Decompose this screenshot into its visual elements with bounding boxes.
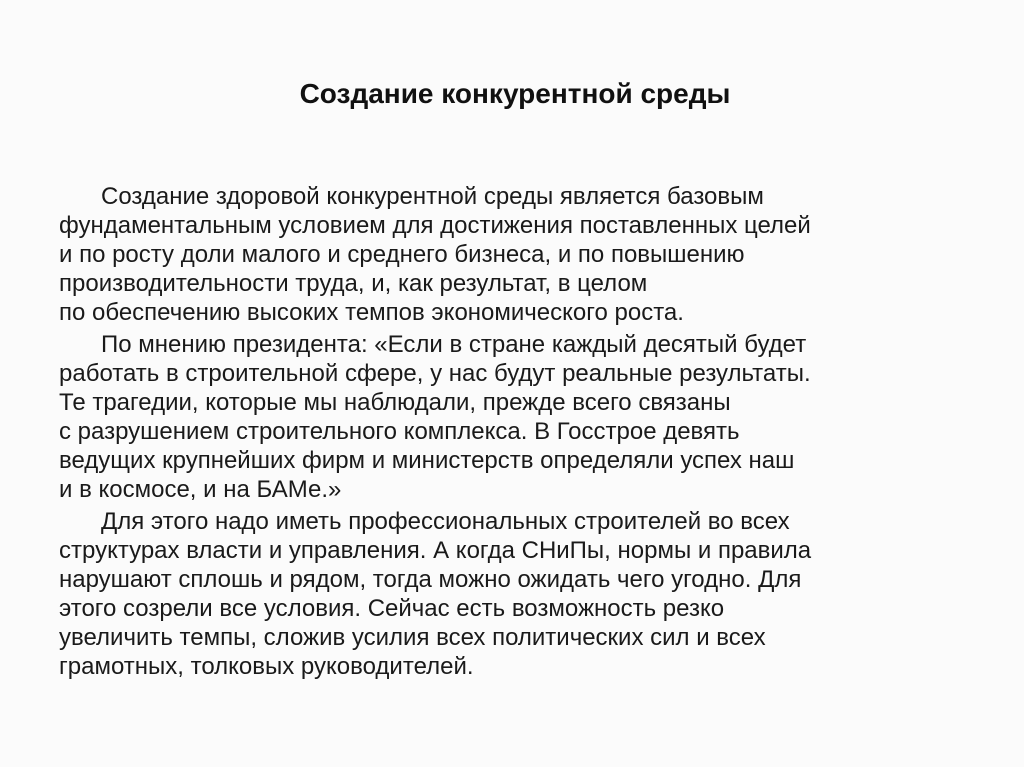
text-line: увеличить темпы, сложив усилия всех политических сил и всех <box>59 624 766 651</box>
text-line: ведущих крупнейших фирм и министерств определяли успех наш <box>59 447 795 474</box>
text-line: Для этого надо иметь профессиональных строителей во всех <box>101 508 790 535</box>
paragraph-2 <box>59 330 959 504</box>
text-line: и по росту доли малого и среднего бизнеса, и по повышению <box>59 241 745 268</box>
text-line: работать в строительной сфере, у нас будут реальные результаты. <box>59 360 811 387</box>
paragraph-3 <box>59 507 959 681</box>
text-line: производительности труда, и, как результат, в целом <box>59 270 648 297</box>
text-line: этого созрели все условия. Сейчас есть возможность резко <box>59 595 725 622</box>
paragraph-1 <box>59 182 959 327</box>
text-line: структурах власти и управления. А когда СНиПы, нормы и правила <box>59 537 812 564</box>
text-line: и в космосе, и на БАМе.» <box>59 476 342 503</box>
slide-body <box>59 182 959 684</box>
text-line: Те трагедии, которые мы наблюдали, прежде всего связаны <box>59 389 731 416</box>
text-line: грамотных, толковых руководителей. <box>59 653 474 680</box>
text-line: нарушают сплошь и рядом, тогда можно ожидать чего угодно. Для <box>59 566 802 593</box>
text-line: фундаментальным условием для достижения поставленных целей <box>59 212 811 239</box>
text-line: с разрушением строительного комплекса. В Госстрое девять <box>59 418 740 445</box>
slide-title: Создание конкурентной среды <box>299 78 731 109</box>
text-line: Создание здоровой конкурентной среды является базовым <box>101 183 764 210</box>
text-line: по обеспечению высоких темпов экономического роста. <box>59 299 684 326</box>
text-line: По мнению президента: «Если в стране каждый десятый будет <box>101 331 807 358</box>
